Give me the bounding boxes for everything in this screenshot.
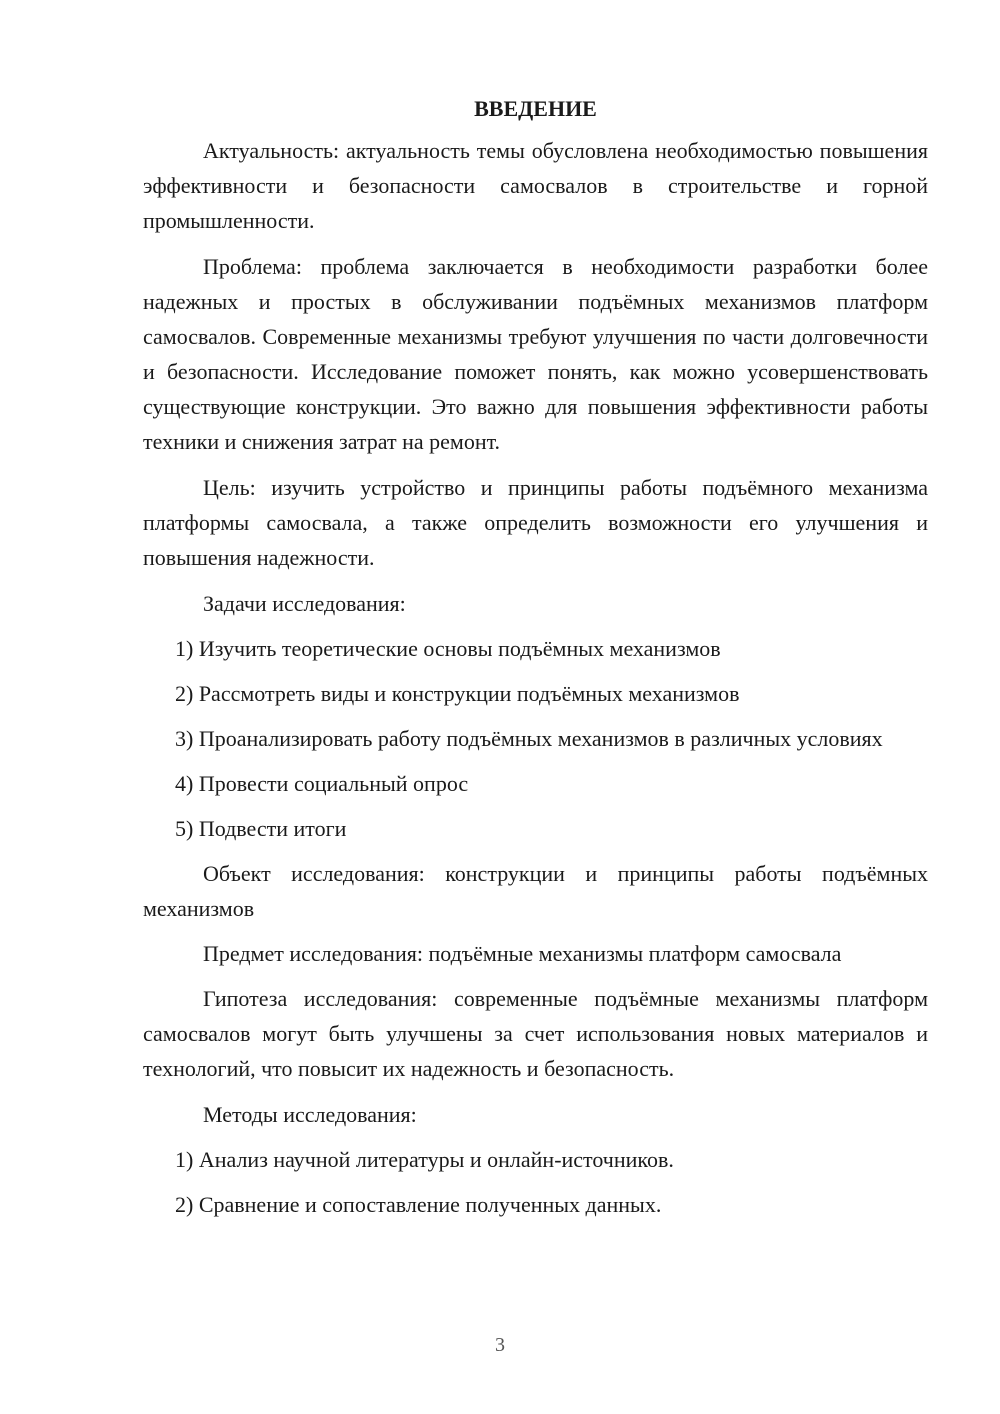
paragraph-relevance: Актуальность: актуальность темы обусловлена необходимостью повышения эффективности и безопасности самосвалов в строительстве и горной промышленности. [143,138,928,233]
list-item: 2) Рассмотреть виды и конструкции подъёмных механизмов [175,681,740,706]
paragraph-goal: Цель: изучить устройство и принципы работы подъёмного механизма платформы самосвала, а также определить возможности его улучшения и повышения надежности. [143,475,928,570]
paragraph-subject: Предмет исследования: подъёмные механизмы платформ самосвала [203,941,842,966]
page-title: ВВЕДЕНИЕ [474,96,597,121]
list-item: 1) Анализ научной литературы и онлайн-источников. [175,1147,674,1172]
paragraph-problem: Проблема: проблема заключается в необходимости разработки более надежных и простых в обслуживании подъёмных механизмов платформ самосвалов. Современные механизмы требуют улучшения по части долговечности и безопасности. Исследование поможет понять, как можно усовершенствовать существующие конструкции. Это важно для повышения эффективности работы техники и снижения затрат на ремонт. [143,254,928,454]
list-item: 4) Провести социальный опрос [175,771,469,796]
tasks-list [143,631,928,846]
list-item: 1) Изучить теоретические основы подъёмных механизмов [175,636,721,661]
paragraph-hypothesis: Гипотеза исследования: современные подъёмные механизмы платформ самосвалов могут быть улучшены за счет использования новых материалов и технологий, что повысит их надежность и безопасность. [143,986,928,1081]
paragraph-methods-title: Методы исследования: [203,1102,417,1127]
paragraph-object: Объект исследования: конструкции и принципы работы подъёмных механизмов [143,861,928,921]
page-number: 3 [495,1334,505,1356]
methods-list [143,1142,928,1222]
list-item: 2) Сравнение и сопоставление полученных данных. [175,1192,662,1217]
list-item: 5) Подвести итоги [175,816,347,841]
list-item: 3) Проанализировать работу подъёмных механизмов в различных условиях [175,726,883,751]
document-page [143,92,928,1222]
paragraph-tasks-title: Задачи исследования: [203,591,406,616]
